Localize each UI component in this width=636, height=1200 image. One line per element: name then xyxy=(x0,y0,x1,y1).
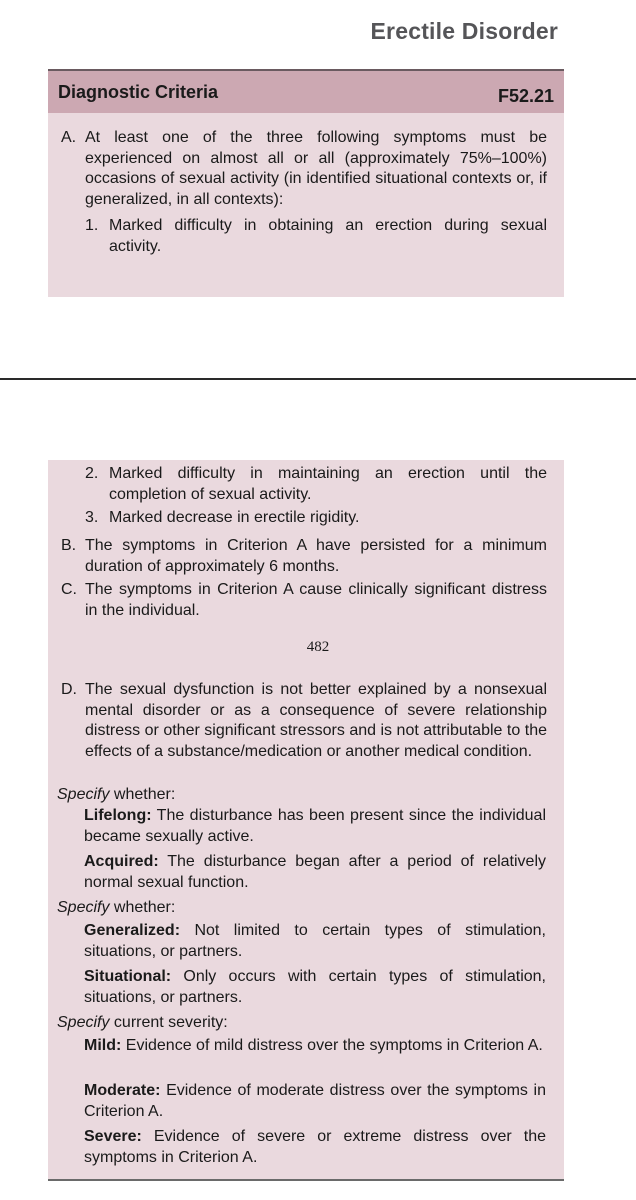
specifier-option xyxy=(84,967,546,1008)
specify-rest: whether: xyxy=(109,899,176,916)
specifier-text: Evidence of mild distress over the symptoms in Criterion A. xyxy=(121,1037,543,1054)
item-3-text: Marked decrease in erectile rigidity. xyxy=(109,509,360,526)
specify-lead xyxy=(57,1013,228,1034)
specifier-option xyxy=(84,921,546,962)
specifier-term: Severe: xyxy=(84,1128,142,1145)
specifier-text: The disturbance has been present since the individual became sexually active. xyxy=(84,807,546,845)
criteria-header xyxy=(48,69,564,113)
specifier-term: Situational: xyxy=(84,968,172,985)
specifier-text: Not limited to certain types of stimulation, situations, or partners. xyxy=(84,922,546,960)
criterion-b-label: B. xyxy=(61,537,77,554)
specify-italic: Specify xyxy=(57,899,110,916)
specifier-option xyxy=(84,1036,546,1057)
specify-rest: whether: xyxy=(109,786,176,803)
specify-rest: current severity: xyxy=(109,1014,228,1031)
criterion-c-label: C. xyxy=(61,581,77,598)
specifier-text: Only occurs with certain types of stimulation, situations, or partners. xyxy=(84,968,546,1006)
specifier-option xyxy=(84,806,546,847)
specify-italic: Specify xyxy=(57,786,110,803)
item-1-text: Marked difficulty in obtaining an erection during sexual activity. xyxy=(109,217,547,255)
specify-lead xyxy=(57,898,175,919)
criterion-a-text: At least one of the three following symptoms must be experienced on almost all or all (approximately 75%–100%) occasions of sexual activity (in identified situational contexts or, if generalized, in all contexts): xyxy=(85,129,547,208)
specifier-term: Acquired: xyxy=(84,853,159,870)
specifier-term: Generalized: xyxy=(84,922,181,939)
criterion-d-label: D. xyxy=(61,681,77,698)
diagnostic-code: F52.21 xyxy=(497,86,554,106)
criterion-b-text: The symptoms in Criterion A have persisted for a minimum duration of approximately 6 months. xyxy=(85,537,547,575)
criterion-c-text: The symptoms in Criterion A cause clinically significant distress in the individual. xyxy=(85,581,547,619)
specifier-text: The disturbance began after a period of relatively normal sexual function. xyxy=(84,853,546,891)
item-3-label: 3. xyxy=(85,509,99,526)
specifier-option xyxy=(84,852,546,893)
criterion-d-text: The sexual dysfunction is not better explained by a nonsexual mental disorder or as a consequence of severe relationship distress or other significant stressors and is not attributable to the effects of a substance/medication or another medical condition. xyxy=(85,681,547,760)
specifier-term: Moderate: xyxy=(84,1082,161,1099)
criteria-heading: Diagnostic Criteria xyxy=(58,82,219,102)
criterion-a-label: A. xyxy=(61,129,77,146)
page-break-divider xyxy=(0,378,636,380)
item-2-text: Marked difficulty in maintaining an erection until the completion of sexual activity. xyxy=(109,465,547,503)
specifier-text: Evidence of severe or extreme distress over the symptoms in Criterion A. xyxy=(84,1128,546,1166)
specifier-option xyxy=(84,1127,546,1168)
specify-italic: Specify xyxy=(57,1014,110,1031)
page-number: 482 xyxy=(306,639,330,655)
specifier-term: Mild: xyxy=(84,1037,122,1054)
specifier-text: Evidence of moderate distress over the symptoms in Criterion A. xyxy=(84,1082,546,1120)
item-2-label: 2. xyxy=(85,465,99,482)
specifier-option xyxy=(84,1081,546,1122)
specify-lead xyxy=(57,785,175,806)
item-1-label: 1. xyxy=(85,217,99,234)
specifier-term: Lifelong: xyxy=(84,807,152,824)
page-title: Erectile Disorder xyxy=(370,18,558,44)
